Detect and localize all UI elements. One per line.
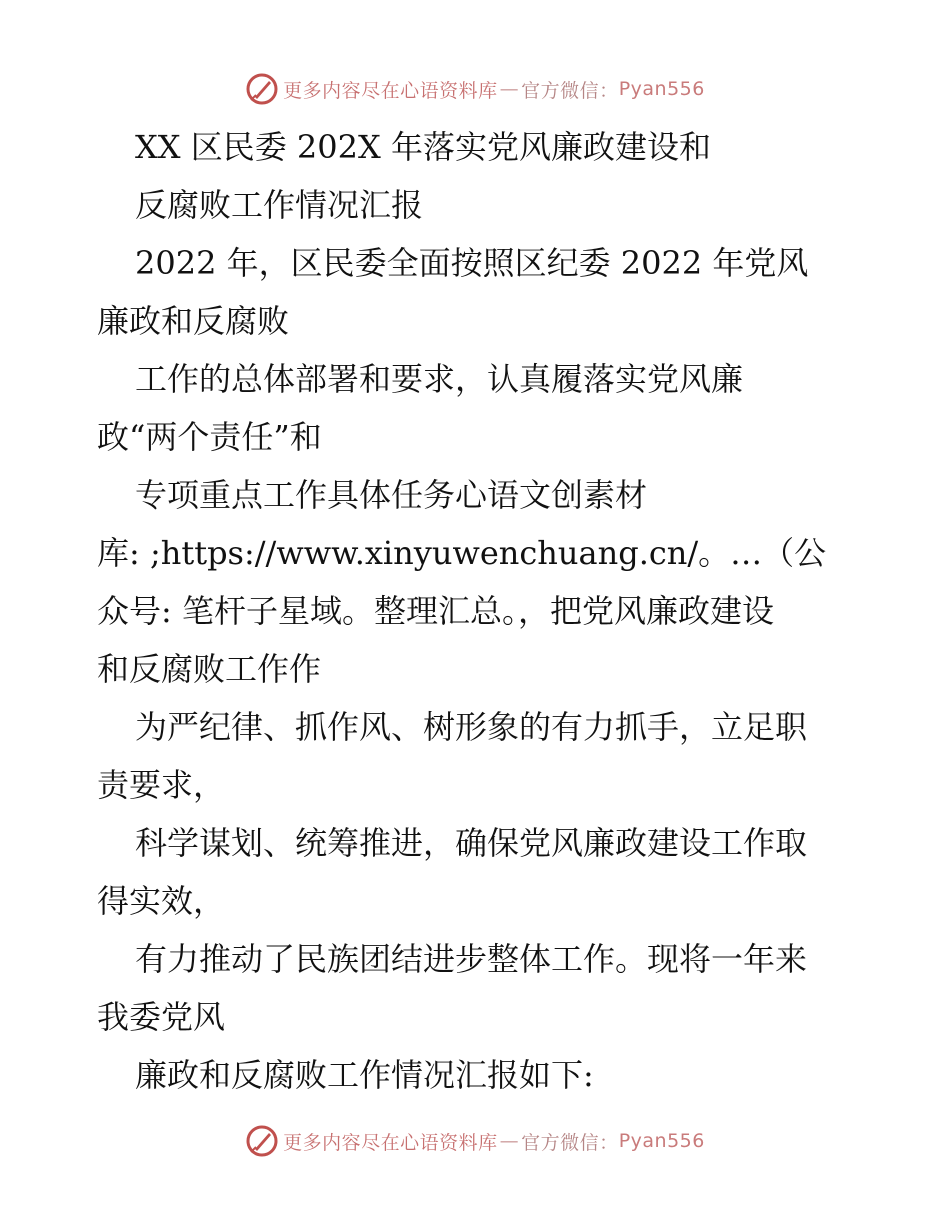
- doc-line: 反腐败工作情况汇报: [135, 186, 424, 224]
- doc-line: 2022 年，区民委全面按照区纪委 2022 年党风: [135, 244, 809, 282]
- watermark-wechat-id: Pyan556: [618, 78, 705, 100]
- doc-line: 廉政和反腐败: [97, 302, 290, 340]
- doc-line: 和反腐败工作作: [97, 650, 322, 688]
- doc-line: 责要求，: [97, 766, 226, 804]
- quill-logo-icon: [245, 1124, 279, 1158]
- doc-line: XX 区民委 202X 年落实党风廉政建设和: [135, 128, 711, 166]
- watermark-header: [0, 72, 950, 106]
- watermark-brand: 更多内容尽在心语资料库: [283, 79, 498, 102]
- doc-line: 专项重点工作具体任务心语文创素材: [135, 476, 648, 514]
- doc-line: 有力推动了民族团结进步整体工作。现将一年来: [135, 940, 808, 978]
- doc-line: 我委党风: [97, 998, 226, 1036]
- doc-line: 库: ;https://www.xinyuwenchuang.cn/。…（公: [97, 534, 827, 572]
- doc-line: 为严纪律、抓作风、树形象的有力抓手，立足职: [135, 708, 808, 746]
- doc-line: 廉政和反腐败工作情况汇报如下:: [135, 1056, 594, 1094]
- doc-line: 众号: 笔杆子星域。整理汇总。，把党风廉政建设: [97, 592, 774, 630]
- watermark-dash: —: [499, 1130, 520, 1152]
- doc-line: 科学谋划、统筹推进，确保党风廉政建设工作取: [135, 824, 808, 862]
- document-body: [97, 118, 857, 1104]
- watermark-dash: —: [499, 78, 520, 100]
- doc-line: 政“两个责任”和: [97, 418, 322, 456]
- watermark-brand: 更多内容尽在心语资料库: [283, 1131, 498, 1154]
- doc-line: 得实效，: [97, 882, 226, 920]
- watermark-wechat-id: Pyan556: [618, 1130, 705, 1152]
- watermark-label: 官方微信：: [521, 79, 619, 102]
- quill-logo-icon: [245, 72, 279, 106]
- watermark-footer: [0, 1124, 950, 1158]
- doc-line: 工作的总体部署和要求，认真履落实党风廉: [135, 360, 744, 398]
- watermark-label: 官方微信：: [521, 1131, 619, 1154]
